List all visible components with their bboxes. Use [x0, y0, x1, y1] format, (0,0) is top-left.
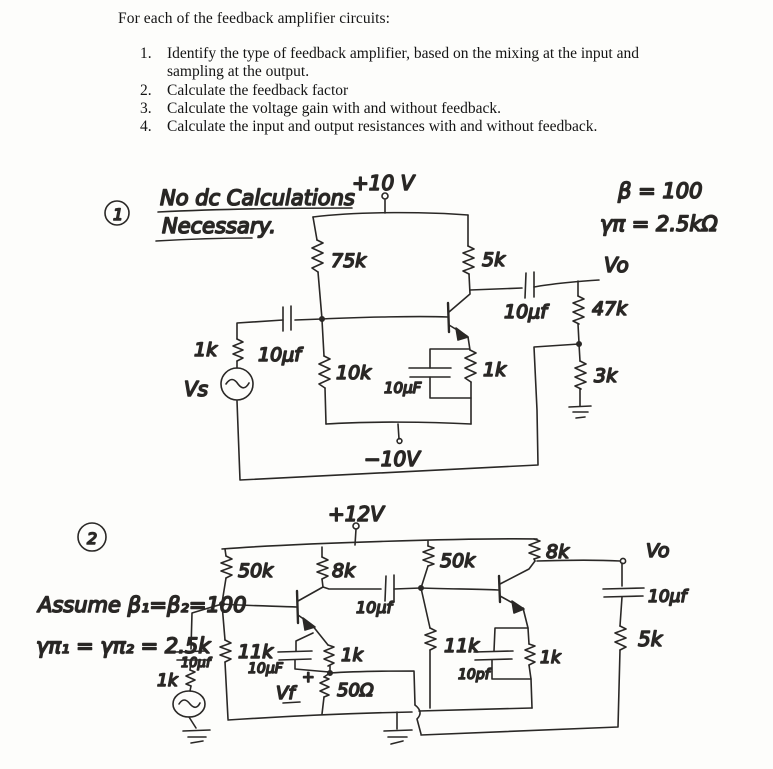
resistor-8k-2 [529, 539, 540, 559]
r8k1-label: 8k [332, 560, 356, 582]
cc-label: 10μf [356, 598, 393, 617]
ground-symbol [569, 406, 591, 418]
rf-label: 5k [638, 627, 663, 651]
ground-symbol [183, 730, 210, 743]
list-text: Calculate the voltage gain with and without feedback. [167, 100, 501, 117]
list-text: sampling at the output. [167, 63, 310, 80]
r50-label: 50Ω [337, 680, 374, 701]
resistor-3k [575, 361, 586, 389]
cout-label: 10μf [504, 301, 547, 323]
vee-label: −10V [364, 447, 420, 471]
resistor-8k-1 [317, 557, 328, 579]
resistor-50k-2 [423, 546, 434, 566]
circuit-number: 1 [113, 205, 124, 224]
r50k1-label: 50k [238, 560, 274, 582]
list-num: 2. [140, 82, 152, 99]
vcc-label: +10 V [352, 171, 415, 195]
emitter-arrow [456, 328, 468, 340]
resistor-rf-5k [615, 626, 626, 650]
cap-in-plates [283, 306, 291, 331]
resistor-75k [312, 240, 323, 272]
resistor-re2 [525, 644, 535, 665]
vee-terminal [397, 439, 402, 444]
list-text: Identify the type of feedback amplifier, based on the mixing at the input and [167, 45, 639, 62]
beta-label: β = 100 [618, 179, 703, 203]
cap-bypass-ce2 [474, 651, 513, 660]
ce-label: 10μF [384, 379, 422, 397]
resistor-47k [573, 296, 584, 324]
emitter-arrow [303, 618, 315, 630]
assume-rpi-label: γπ₁ = γπ₂ = 2.5k [36, 634, 211, 658]
circuit1-labels [113, 171, 718, 471]
vo-label: Vo [646, 540, 670, 562]
r5k-label: 5k [482, 249, 506, 271]
list-num: 3. [140, 100, 152, 117]
cap-bypass-ce [409, 368, 451, 377]
transistor-q1 [448, 303, 449, 332]
rs-label: 1k [157, 671, 178, 691]
vo-terminal [620, 558, 625, 563]
list-text: Calculate the input and output resistances with and without feedback. [167, 118, 598, 135]
circuit-number: 2 [87, 529, 98, 548]
ground-rail [228, 712, 412, 720]
r8k2-label: 8k [546, 541, 570, 563]
cout-label: 10μf [648, 587, 687, 607]
vcc-label: +12V [328, 502, 384, 526]
vf-plus-label: + [302, 668, 315, 686]
resistor-re [465, 350, 476, 382]
list-num: 1. [140, 45, 152, 62]
resistor-10k [319, 356, 330, 388]
feedback-return-wire [421, 650, 620, 735]
vo-label: Vo [604, 253, 629, 277]
r50k2-label: 50k [440, 550, 476, 572]
list-text: Calculate the feedback factor [167, 82, 349, 99]
r75k-label: 75k [331, 250, 367, 272]
list-num: 4. [140, 118, 152, 135]
cap-bypass-ce1 [278, 651, 312, 660]
resistor-rs [233, 339, 243, 361]
resistor-11k-1 [220, 640, 231, 662]
cin-label: 10μf [258, 344, 301, 366]
sine-symbol [179, 700, 200, 707]
sine-symbol [226, 380, 249, 388]
base-wire [322, 317, 448, 319]
note-line1: No dc Calculations [160, 186, 355, 210]
circuit2-labels [36, 502, 689, 704]
re-label: 1k [483, 359, 507, 381]
ce2-label: 10pf [458, 667, 490, 683]
ce1-label: 10μF [248, 661, 283, 677]
ground-symbol [384, 730, 412, 744]
r3k-label: 3k [594, 365, 618, 387]
re1-label: 1k [341, 645, 363, 666]
resistor-50k-1 [221, 556, 232, 578]
wire-hop [415, 705, 421, 734]
resistor-50ohm [320, 677, 329, 697]
vf-label: Vf [276, 683, 295, 704]
note-underline-2 [156, 238, 252, 241]
r11k2-label: 11k [444, 635, 480, 657]
vs-label: Vs [184, 377, 209, 401]
assume-beta-label: Assume β₁=β₂=100 [38, 593, 247, 617]
vcc-rail [222, 539, 537, 549]
r10k-label: 10k [336, 362, 372, 384]
note-line2: Necessary. [162, 214, 276, 238]
emitter-arrow [512, 601, 524, 613]
r47k-label: 47k [592, 298, 628, 320]
resistor-5k [463, 246, 474, 274]
cap-out-plates [603, 588, 644, 597]
vcc-rail [313, 213, 468, 217]
rs-label: 1k [194, 339, 218, 361]
resistor-rs [186, 670, 195, 686]
r11k1-label: 11k [238, 641, 274, 663]
resistor-re1 [324, 645, 334, 666]
re2-label: 1k [540, 648, 561, 668]
resistor-11k-2 [425, 628, 436, 650]
transistor-q2 [499, 576, 500, 602]
ground-rail [419, 708, 532, 711]
cap-out-plate [525, 273, 526, 298]
problem-intro: For each of the feedback amplifier circuits: [118, 10, 391, 27]
rpi-label: γπ = 2.5kΩ [600, 212, 718, 236]
cin-label: 10μf [181, 656, 211, 671]
